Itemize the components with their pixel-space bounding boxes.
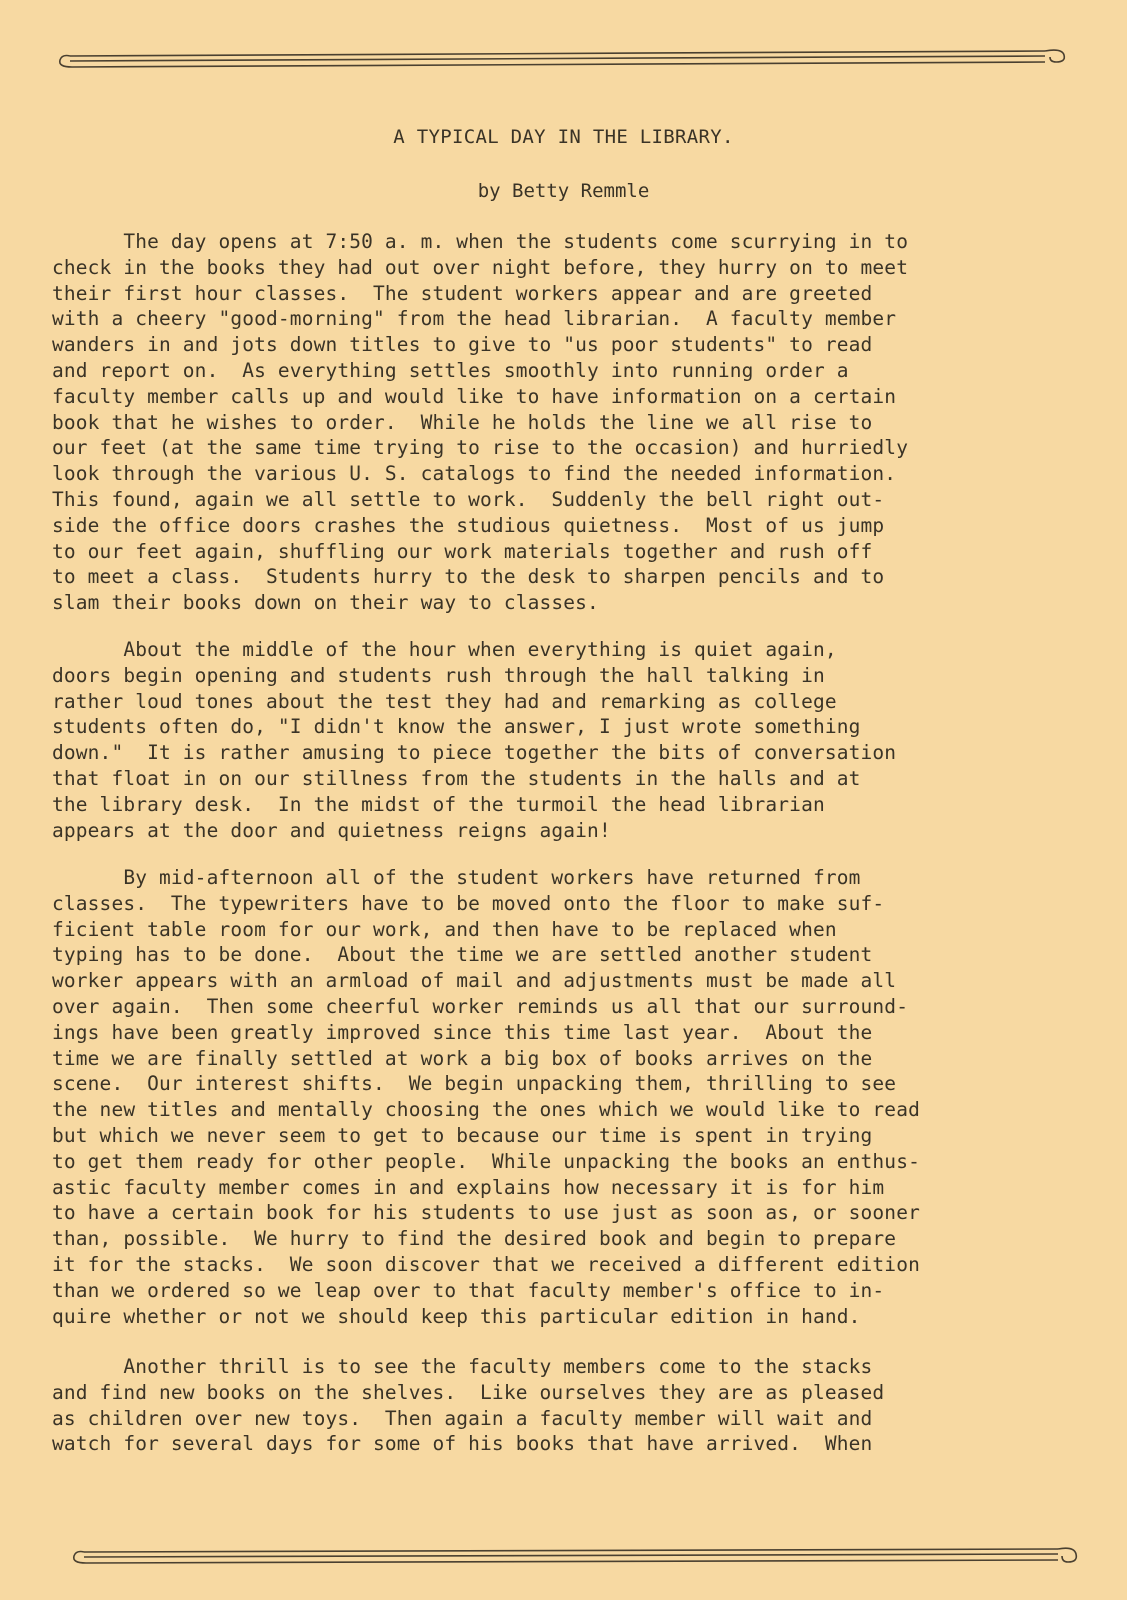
text-line: typing has to be done. About the time we are settled another student [52,943,873,967]
text-line: Another thrill is to see the faculty members come to the stacks [52,1355,873,1378]
text-line: check in the books they had out over night before, they hurry on to meet [52,255,909,279]
text-line: the new titles and mentally choosing the ones which we would like to read [52,1098,920,1122]
text-line: worker appears with an armload of mail and adjustments must be made all [52,969,897,993]
paragraph-1 [52,229,1052,616]
text-line: rather loud tones about the test they had and remarking as college [52,689,837,713]
text-line: our feet (at the same time trying to rise to the occasion) and hurriedly [52,436,909,460]
text-line: and find new books on the shelves. Like ourselves they are as pleased [52,1380,885,1404]
text-line: quire whether or not we should keep this particular edition in hand. [52,1304,861,1328]
text-line: ficient table room for our work, and then have to be replaced when [52,917,837,941]
text-line: side the office doors crashes the studious quietness. Most of us jump [52,513,885,537]
paragraph-3 [52,865,1052,1329]
document-title: A TYPICAL DAY IN THE LIBRARY. [393,126,734,148]
top-decorative-rule [0,40,1127,80]
text-line: wanders in and jots down titles to give to "us poor students" to read [52,333,873,357]
text-line: with a cheery "good-morning" from the head librarian. A faculty member [52,307,897,331]
paragraph-2 [52,637,1052,843]
text-line: classes. The typewriters have to be moved onto the floor to make suf- [52,891,885,915]
text-line: but which we never seem to get to because our time is spent in trying [52,1123,873,1147]
bottom-decorative-rule [0,1535,1127,1575]
text-line: doors begin opening and students rush through the hall talking in [52,663,825,687]
text-line: look through the various U. S. catalogs to find the needed information. [52,462,897,486]
text-line: book that he wishes to order. While he holds the line we all rise to [52,410,873,434]
text-line: to our feet again, shuffling our work materials together and rush off [52,539,873,563]
paragraph-4 [52,1354,1052,1457]
text-line: the library desk. In the midst of the turmoil the head librarian [52,792,825,816]
text-line: This found, again we all settle to work. Suddenly the bell right out- [52,487,885,511]
text-line: time we are finally settled at work a big box of books arrives on the [52,1046,873,1070]
text-line: About the middle of the hour when everything is quiet again, [52,638,837,661]
text-line: as children over new toys. Then again a faculty member will wait and [52,1406,873,1430]
text-line: than we ordered so we leap over to that faculty member's office to in- [52,1278,885,1302]
text-line: and report on. As everything settles smoothly into running order a [52,358,849,382]
text-line: By mid-afternoon all of the student workers have returned from [52,866,861,889]
text-line: students often do, "I didn't know the answer, I just wrote something [52,715,861,739]
text-line: to get them ready for other people. While unpacking the books an enthus- [52,1149,920,1173]
text-line: down." It is rather amusing to piece together the bits of conversation [52,741,897,765]
text-line: astic faculty member comes in and explains how necessary it is for him [52,1175,885,1199]
text-line: over again. Then some cheerful worker reminds us all that our surround- [52,994,909,1018]
text-line: appears at the door and quietness reigns again! [52,818,611,842]
text-line: that float in on our stillness from the students in the halls and at [52,766,861,790]
text-line: their first hour classes. The student workers appear and are greeted [52,281,873,305]
text-line: slam their books down on their way to classes. [52,591,599,615]
author-byline: by Betty Remmle [477,180,650,202]
text-line: scene. Our interest shifts. We begin unpacking them, thrilling to see [52,1072,897,1096]
text-line: ings have been greatly improved since this time last year. About the [52,1020,873,1044]
text-line: than, possible. We hurry to find the desired book and begin to prepare [52,1227,897,1251]
text-line: faculty member calls up and would like to have information on a certain [52,384,897,408]
text-line: to meet a class. Students hurry to the desk to sharpen pencils and to [52,565,885,589]
text-line: to have a certain book for his students to use just as soon as, or sooner [52,1201,920,1225]
text-line: The day opens at 7:50 a. m. when the students come scurrying in to [52,230,909,253]
text-line: watch for several days for some of his books that have arrived. When [52,1432,873,1456]
text-line: it for the stacks. We soon discover that we received a different edition [52,1252,920,1276]
